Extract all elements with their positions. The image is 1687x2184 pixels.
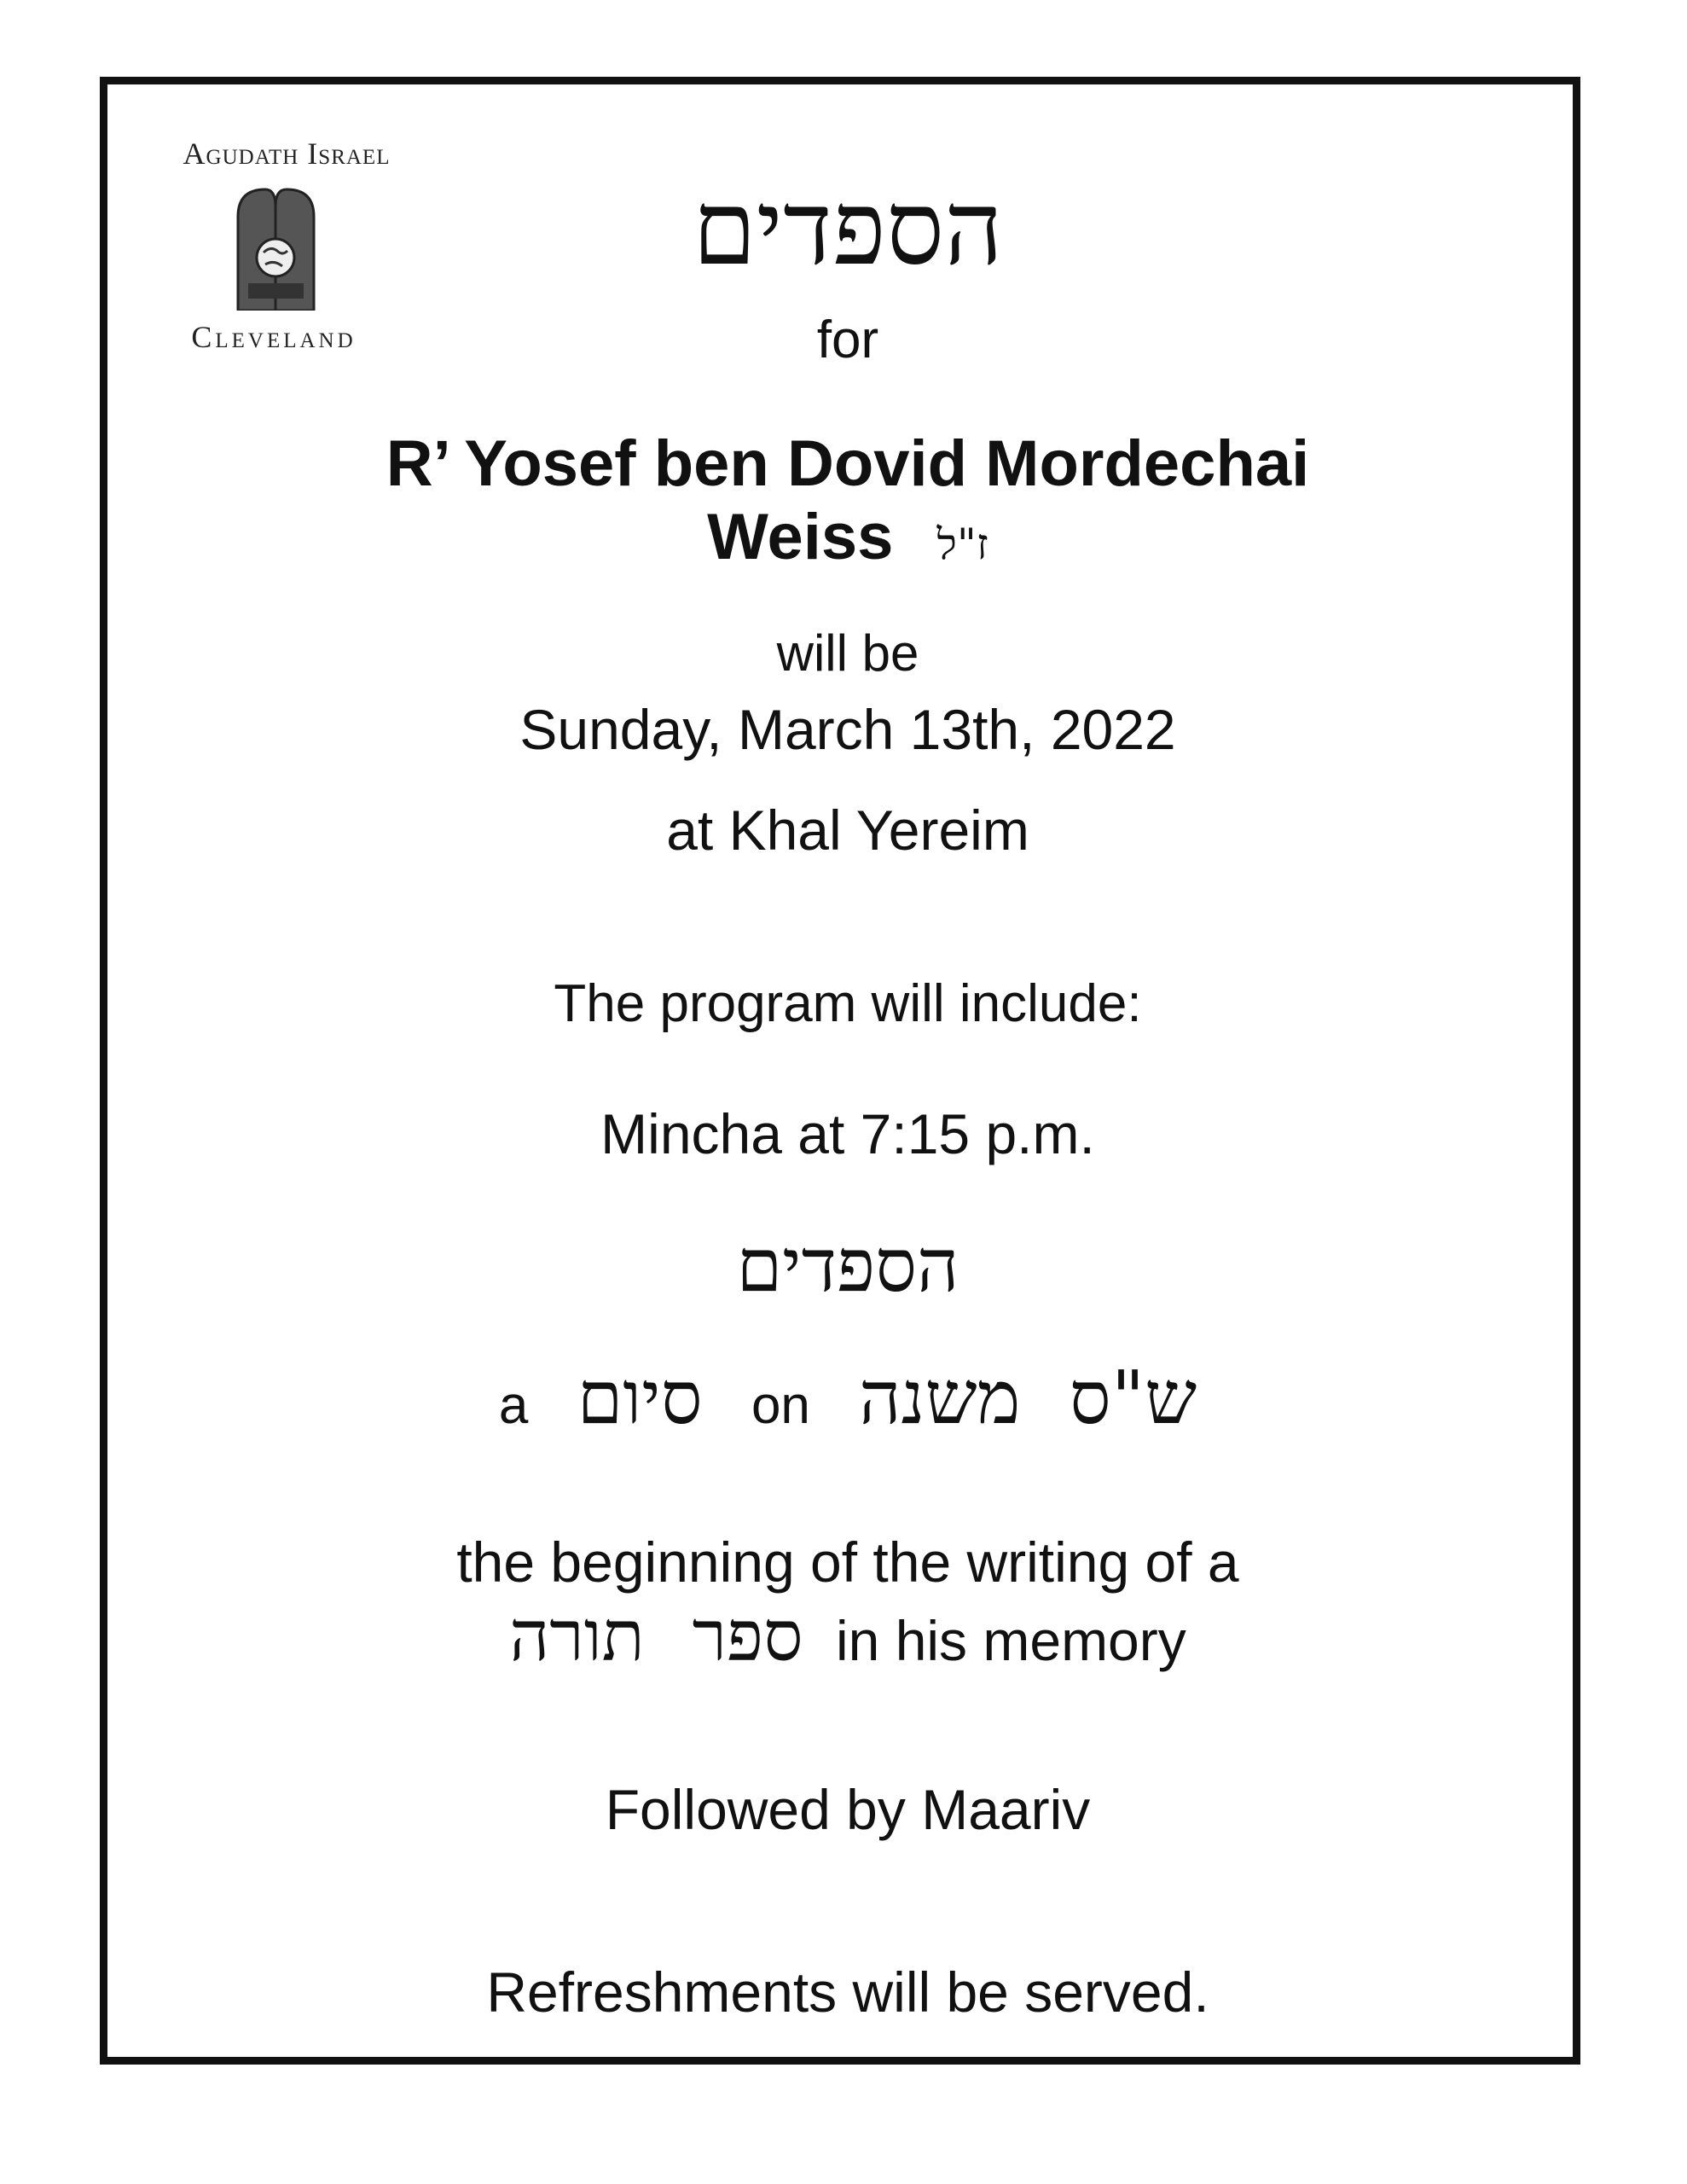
- logo-top-text: Agudath Israel: [183, 136, 391, 171]
- honoree-name-line1: R’ Yosef ben Dovid Mordechai: [386, 427, 1310, 500]
- flyer-border: [100, 77, 1580, 2065]
- will-be-text: will be: [776, 624, 919, 682]
- logo-bottom-text: Cleveland: [191, 320, 357, 354]
- hespedim-hebrew: הספדים: [736, 1223, 959, 1309]
- mincha-time: Mincha at 7:15 p.m.: [600, 1102, 1095, 1165]
- siyum-line: [107, 1356, 1588, 1449]
- maariv-text: Followed by Maariv: [605, 1778, 1091, 1841]
- siyum-hebrew: סיום: [577, 1356, 703, 1441]
- for-text: for: [816, 311, 879, 369]
- program-intro: The program will include:: [554, 974, 1142, 1033]
- honoree-surname: Weiss: [707, 501, 894, 573]
- sefer-torah-hebrew: ספר תורה: [509, 1596, 803, 1677]
- title-hebrew: הספדים: [692, 170, 1004, 288]
- writing-line: the beginning of the writing of a: [456, 1531, 1239, 1594]
- event-location: at Khal Yereim: [666, 799, 1029, 862]
- sefer-torah-line: [107, 1596, 1588, 1682]
- siyum-on-text: on: [751, 1376, 810, 1435]
- honoree-name-line2: [107, 499, 1588, 583]
- event-date: Sunday, March 13th, 2022: [519, 698, 1176, 761]
- refreshments-text: Refreshments will be served.: [486, 1960, 1209, 2024]
- memory-text: in his memory: [835, 1609, 1186, 1672]
- shas-mishna-hebrew: ש"ס משנה: [859, 1356, 1197, 1441]
- honorific-hebrew: ז"ל: [936, 520, 988, 569]
- siyum-a-text: a: [498, 1376, 529, 1435]
